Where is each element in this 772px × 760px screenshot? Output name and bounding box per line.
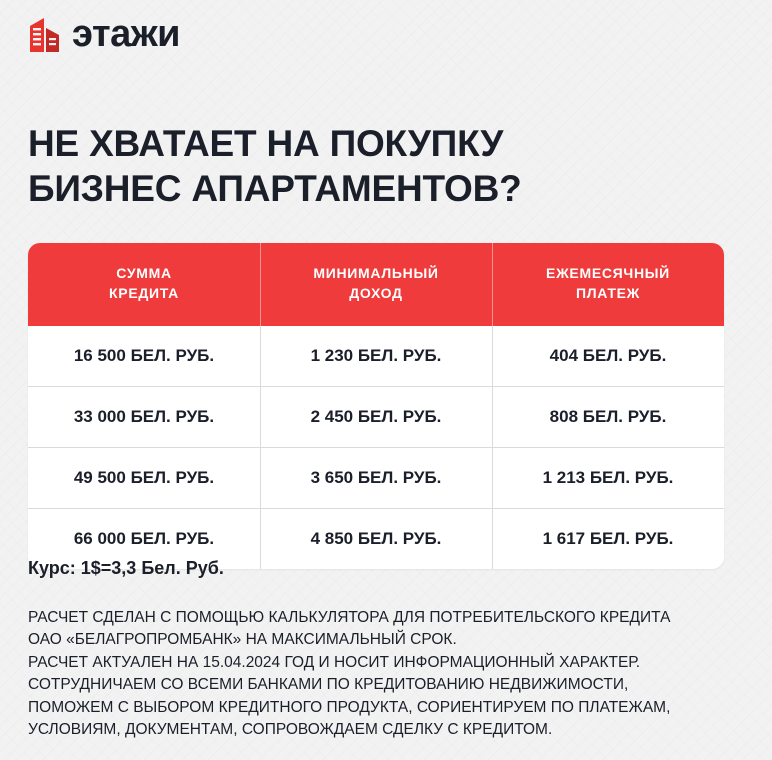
disclaimer-line-1: РАСЧЕТ СДЕЛАН С ПОМОЩЬЮ КАЛЬКУЛЯТОРА ДЛЯ ПОТРЕБИТЕЛЬСКОГО КРЕДИТА [28, 609, 671, 626]
cell-monthly-payment: 808 БЕЛ. РУБ. [492, 387, 724, 448]
disclaimer-line-4: СОТРУДНИЧАЕМ СО ВСЕМИ БАНКАМИ ПО КРЕДИТОВАНИЮ НЕДВИЖИМОСТИ, [28, 676, 629, 694]
table-row [28, 448, 724, 509]
cell-min-income: 3 650 БЕЛ. РУБ. [260, 448, 492, 509]
cell-monthly-payment: 1 213 БЕЛ. РУБ. [492, 448, 724, 509]
column-header-loan-amount-line-2: КРЕДИТА [109, 285, 179, 302]
cell-monthly-payment: 1 617 БЕЛ. РУБ. [492, 509, 724, 569]
column-header-monthly-payment-line-2: ПЛАТЕЖ [575, 285, 641, 302]
cell-min-income: 4 850 БЕЛ. РУБ. [260, 509, 492, 569]
disclaimer-line-3: РАСЧЕТ АКТУАЛЕН НА 15.04.2024 ГОД И НОСИТ ИНФОРМАЦИОННЫЙ ХАРАКТЕР. [28, 653, 641, 671]
table-row [28, 387, 724, 448]
table-row [28, 326, 724, 387]
building-icon [28, 14, 62, 54]
column-header-min-income-line-1: МИНИМАЛЬНЫЙ [313, 265, 439, 281]
disclaimer-text [28, 607, 740, 742]
column-header-min-income-line-2: ДОХОД [349, 285, 403, 302]
credit-table [28, 243, 724, 569]
headline-line-2: БИЗНЕС АПАРТАМЕНТОВ? [28, 167, 522, 209]
column-header-min-income [260, 243, 492, 326]
cell-loan-amount: 66 000 БЕЛ. РУБ. [73, 528, 215, 548]
column-header-loan-amount-line-1: СУММА [116, 265, 172, 281]
cell-loan-amount: 16 500 БЕЛ. РУБ. [28, 326, 260, 387]
disclaimer-line-5: ПОМОЖЕМ С ВЫБОРОМ КРЕДИТНОГО ПРОДУКТА, СОРИЕНТИРУЕМ ПО ПЛАТЕЖАМ, [28, 698, 671, 716]
column-header-loan-amount [28, 243, 260, 326]
headline-line-1: НЕ ХВАТАЕТ НА ПОКУПКУ [28, 122, 504, 164]
disclaimer-line-6: УСЛОВИЯМ, ДОКУМЕНТАМ, СОПРОВОЖДАЕМ СДЕЛКУ С КРЕДИТОМ. [28, 721, 553, 739]
table-body [28, 326, 724, 569]
cell-loan-amount: 33 000 БЕЛ. РУБ. [28, 387, 260, 448]
table-header-row [28, 243, 724, 326]
brand-logo [28, 14, 180, 54]
cell-min-income: 1 230 БЕЛ. РУБ. [260, 326, 492, 387]
page-title [28, 121, 728, 211]
cell-min-income: 2 450 БЕЛ. РУБ. [260, 387, 492, 448]
column-header-monthly-payment-line-1: ЕЖЕМЕСЯЧНЫЙ [546, 265, 670, 281]
exchange-rate-note: Курс: 1$=3,3 Бел. Руб. [28, 558, 224, 578]
column-header-monthly-payment [492, 243, 724, 326]
cell-loan-amount: 49 500 БЕЛ. РУБ. [28, 448, 260, 509]
disclaimer-line-2: ОАО «БЕЛАГРОПРОМБАНК» НА МАКСИМАЛЬНЫЙ СРОК. [28, 631, 457, 649]
brand-name: этажи [72, 13, 181, 55]
cell-monthly-payment: 404 БЕЛ. РУБ. [492, 326, 724, 387]
